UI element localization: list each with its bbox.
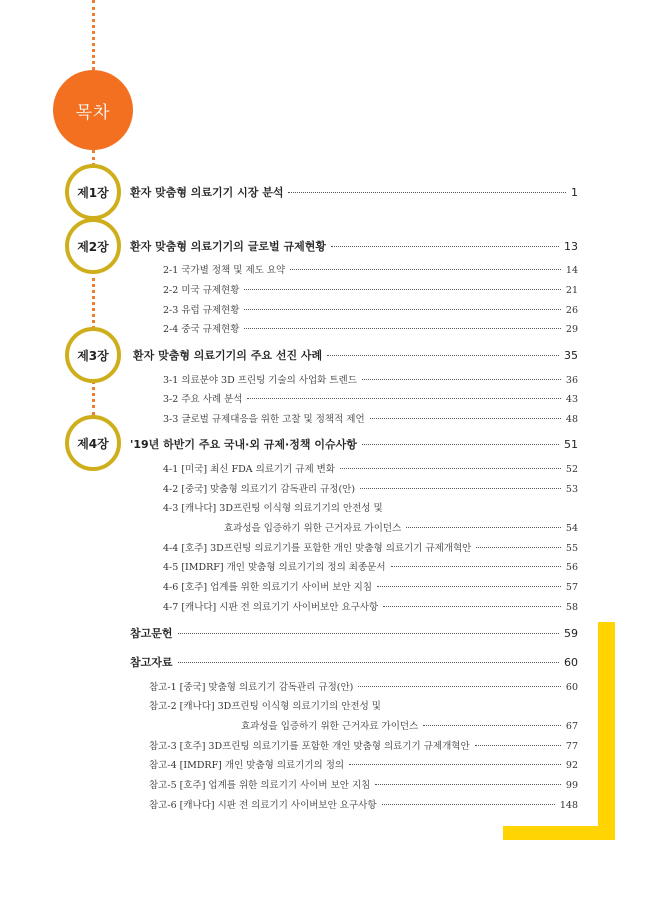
toc-entry-ref-3[interactable]: 참고-3 [호주] 3D프린팅 의료기기를 포함한 개인 맞춤형 의료기기 규제개혁안 77 bbox=[149, 741, 578, 752]
toc-entry-chapter-4[interactable]: '19년 하반기 주요 국내·외 규제·정책 이슈사항 51 bbox=[130, 438, 578, 451]
toc-entry-appendix[interactable]: 참고자료 60 bbox=[130, 656, 578, 669]
timeline-dots-top bbox=[92, 0, 95, 70]
toc-entry-3-1[interactable]: 3-1 의료분야 3D 프린팅 기술의 사업화 트렌드 36 bbox=[163, 375, 578, 386]
toc-entry-4-1[interactable]: 4-1 [미국] 최신 FDA 의료기기 규제 변화 52 bbox=[163, 464, 578, 475]
toc-entry-2-2[interactable]: 2-2 미국 규제현황 21 bbox=[163, 285, 578, 296]
toc-entry-chapter-2[interactable]: 환자 맞춤형 의료기기의 글로벌 규제현황 13 bbox=[130, 240, 578, 253]
toc-entry-4-3-cont[interactable]: 효과성을 입증하기 위한 근거자료 가이던스 54 bbox=[224, 523, 578, 534]
chapter-badge-3: 제3장 bbox=[65, 327, 121, 383]
toc-entry-2-1[interactable]: 2-1 국가별 정책 및 제도 요약 14 bbox=[163, 265, 578, 276]
toc-entry-ref-1[interactable]: 참고-1 [중국] 맞춤형 의료기기 감독관리 규정(안) 60 bbox=[149, 682, 578, 693]
toc-entry-4-7[interactable]: 4-7 [캐나다] 시판 전 의료기기 사이버보안 요구사항 58 bbox=[163, 602, 578, 613]
toc-entry-4-5[interactable]: 4-5 [IMDRF] 개인 맞춤형 의료기기의 정의 최종문서 56 bbox=[163, 562, 578, 573]
toc-entry-chapter-1[interactable]: 환자 맞춤형 의료기기 시장 분석 1 bbox=[130, 186, 578, 199]
toc-entry-ref-5[interactable]: 참고-5 [호주] 업계를 위한 의료기기 사이버 보안 지침 99 bbox=[149, 780, 578, 791]
toc-title: 목차 bbox=[75, 102, 111, 123]
toc-entry-4-6[interactable]: 4-6 [호주] 업계를 위한 의료기기 사이버 보안 지침 57 bbox=[163, 582, 578, 593]
corner-bracket-horizontal bbox=[503, 826, 615, 840]
toc-entry-4-4[interactable]: 4-4 [호주] 3D프린팅 의료기기를 포함한 개인 맞춤형 의료기기 규제개혁안 55 bbox=[163, 543, 578, 554]
toc-entry-2-3[interactable]: 2-3 유럽 규제현황 26 bbox=[163, 305, 578, 316]
toc-entry-ref-4[interactable]: 참고-4 [IMDRF] 개인 맞춤형 의료기기의 정의 92 bbox=[149, 760, 578, 771]
toc-entry-4-3[interactable]: 4-3 [캐나다] 3D프린팅 이식형 의료기기의 안전성 및 bbox=[163, 503, 383, 514]
corner-bracket-vertical bbox=[598, 622, 615, 840]
toc-entry-3-2[interactable]: 3-2 주요 사례 분석 43 bbox=[163, 394, 578, 405]
toc-entry-chapter-3[interactable]: 환자 맞춤형 의료기기의 주요 선진 사례 35 bbox=[133, 349, 578, 362]
toc-title-circle bbox=[53, 70, 133, 150]
toc-entry-ref-2-cont[interactable]: 효과성을 입증하기 위한 근거자료 가이던스 67 bbox=[241, 721, 578, 732]
toc-entry-ref-2[interactable]: 참고-2 [캐나다] 3D프린팅 이식형 의료기기의 안전성 및 bbox=[149, 701, 381, 712]
chapter-badge-4: 제4장 bbox=[65, 415, 121, 471]
toc-entry-4-2[interactable]: 4-2 [중국] 맞춤형 의료기기 감독관리 규정(안) 53 bbox=[163, 484, 578, 495]
chapter-badge-2: 제2장 bbox=[65, 218, 121, 274]
toc-entry-references[interactable]: 참고문헌 59 bbox=[130, 627, 578, 640]
timeline-dots-4 bbox=[92, 380, 95, 416]
timeline-dots-3 bbox=[92, 271, 95, 329]
toc-entry-3-3[interactable]: 3-3 글로벌 규제대응을 위한 고찰 및 정책적 제언 48 bbox=[163, 414, 578, 425]
toc-entry-ref-6[interactable]: 참고-6 [캐나다] 시판 전 의료기기 사이버보안 요구사항 148 bbox=[149, 800, 578, 811]
toc-entry-2-4[interactable]: 2-4 중국 규제현황 29 bbox=[163, 324, 578, 335]
chapter-badge-1: 제1장 bbox=[65, 164, 121, 220]
